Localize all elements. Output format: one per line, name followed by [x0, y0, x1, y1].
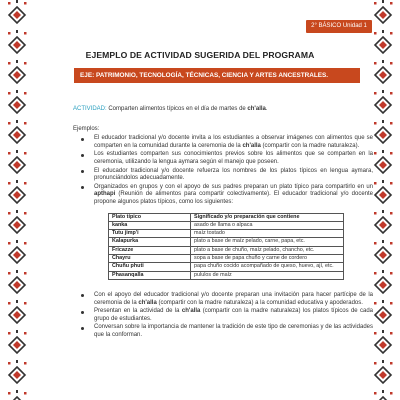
activity-label: ACTIVIDAD:: [73, 106, 107, 112]
dish-description: papa chuño cocido acompañado de queso, huevo, ají, etc.: [191, 263, 344, 271]
bullet-list-top: [73, 135, 373, 206]
list-item: Conversan sobre la importancia de mantener la tradición de este tipo de ceremonias y de las actividades que la conforman.: [94, 324, 373, 338]
dish-name: Chuñu phuti: [109, 263, 191, 271]
activity-bold: ch'alla: [247, 106, 266, 112]
andean-pattern-left-icon: [6, 0, 28, 400]
dish-description: sopa a base de papa chuño y carne de cordero: [191, 255, 344, 263]
list-item: Los estudiantes comparten sus conocimientos previos sobre los alimentos que se comparten en la ceremonia, utilizando la lengua aymara según el manejo que poseen.: [94, 151, 373, 165]
dish-name: Tutu jimp'i: [109, 230, 191, 238]
dish-name: Kalapurka: [109, 238, 191, 246]
grade-unit-tab: 2° BÁSICO Unidad 1: [306, 20, 372, 33]
table-row: [109, 230, 344, 238]
dish-description: plato a base de maíz pelado, carne, papa, etc.: [191, 238, 344, 246]
table-row: [109, 255, 344, 263]
eje-banner: EJE: PATRIMONIO, TECNOLOGÍA, TÉCNICAS, CIENCIA Y ARTES ANCESTRALES.: [74, 68, 360, 83]
dish-name: Chayru: [109, 255, 191, 263]
list-item: Organizados en grupos y con el apoyo de sus padres preparan un plato típico para compartirlo en un apthapi (Reunión de alimentos para compartir colectivamente). El educador tradicional y/o docente propone algunos platos típicos, como los siguientes:: [94, 183, 373, 205]
dish-name: Phasanqalla: [109, 271, 191, 279]
document-body: [73, 106, 373, 340]
typical-dishes-table: [108, 213, 344, 280]
table-row: [109, 238, 344, 246]
examples-heading: Ejemplos:: [73, 125, 100, 132]
activity-text: Comparten alimentos típicos en el día de martes de: [106, 106, 248, 112]
andean-pattern-right-icon: [372, 0, 394, 400]
dish-description: plato a base de chuño, maíz pelado, chancho, etc.: [191, 246, 344, 254]
table-row: [109, 246, 344, 254]
dish-description: pululos de maíz: [191, 271, 344, 279]
dish-name: Fricazze: [109, 246, 191, 254]
table-header-row: [109, 213, 344, 221]
activity-end: .: [265, 106, 268, 112]
decorative-border-right: [372, 0, 394, 400]
activity-line: [73, 106, 373, 114]
dish-name: kanka: [109, 221, 191, 229]
decorative-border-left: [6, 0, 28, 400]
page-title: EJEMPLO DE ACTIVIDAD SUGERIDA DEL PROGRAMA: [85, 50, 315, 60]
list-item: El educador tradicional y/o docente refuerza los nombres de los platos típicos en lengua aymara, pronunciándolos adecuadamente.: [94, 167, 373, 182]
bullet-list-bottom: [73, 292, 373, 340]
list-item: Presentan en la actividad de la ch'alla (compartir con la madre naturaleza) los platos típicos de cada grupo de estudiantes.: [94, 308, 373, 322]
dish-description: maíz tostado: [191, 230, 344, 238]
list-item: El educador tradicional y/o docente invita a los estudiantes a observar imágenes con alimentos que se comparten en la comunidad durante la ceremonia de la ch'alla (compartir con la madre naturaleza).: [94, 135, 373, 149]
dish-description: asado de llama o alpaca: [191, 221, 344, 229]
list-item: Con el apoyo del educador tradicional y/o docente preparan una invitación para hacer partícipe de la ceremonia de la ch'alla (compartir con la madre naturaleza) a la comunidad educativa y apoderados.: [94, 291, 373, 306]
table-row: [109, 221, 344, 229]
table-row: [109, 271, 344, 279]
table-header-cell: Plato típico: [109, 213, 191, 221]
table-row: [109, 263, 344, 271]
table-header-cell: Significado y/o preparación que contiene: [191, 213, 344, 221]
